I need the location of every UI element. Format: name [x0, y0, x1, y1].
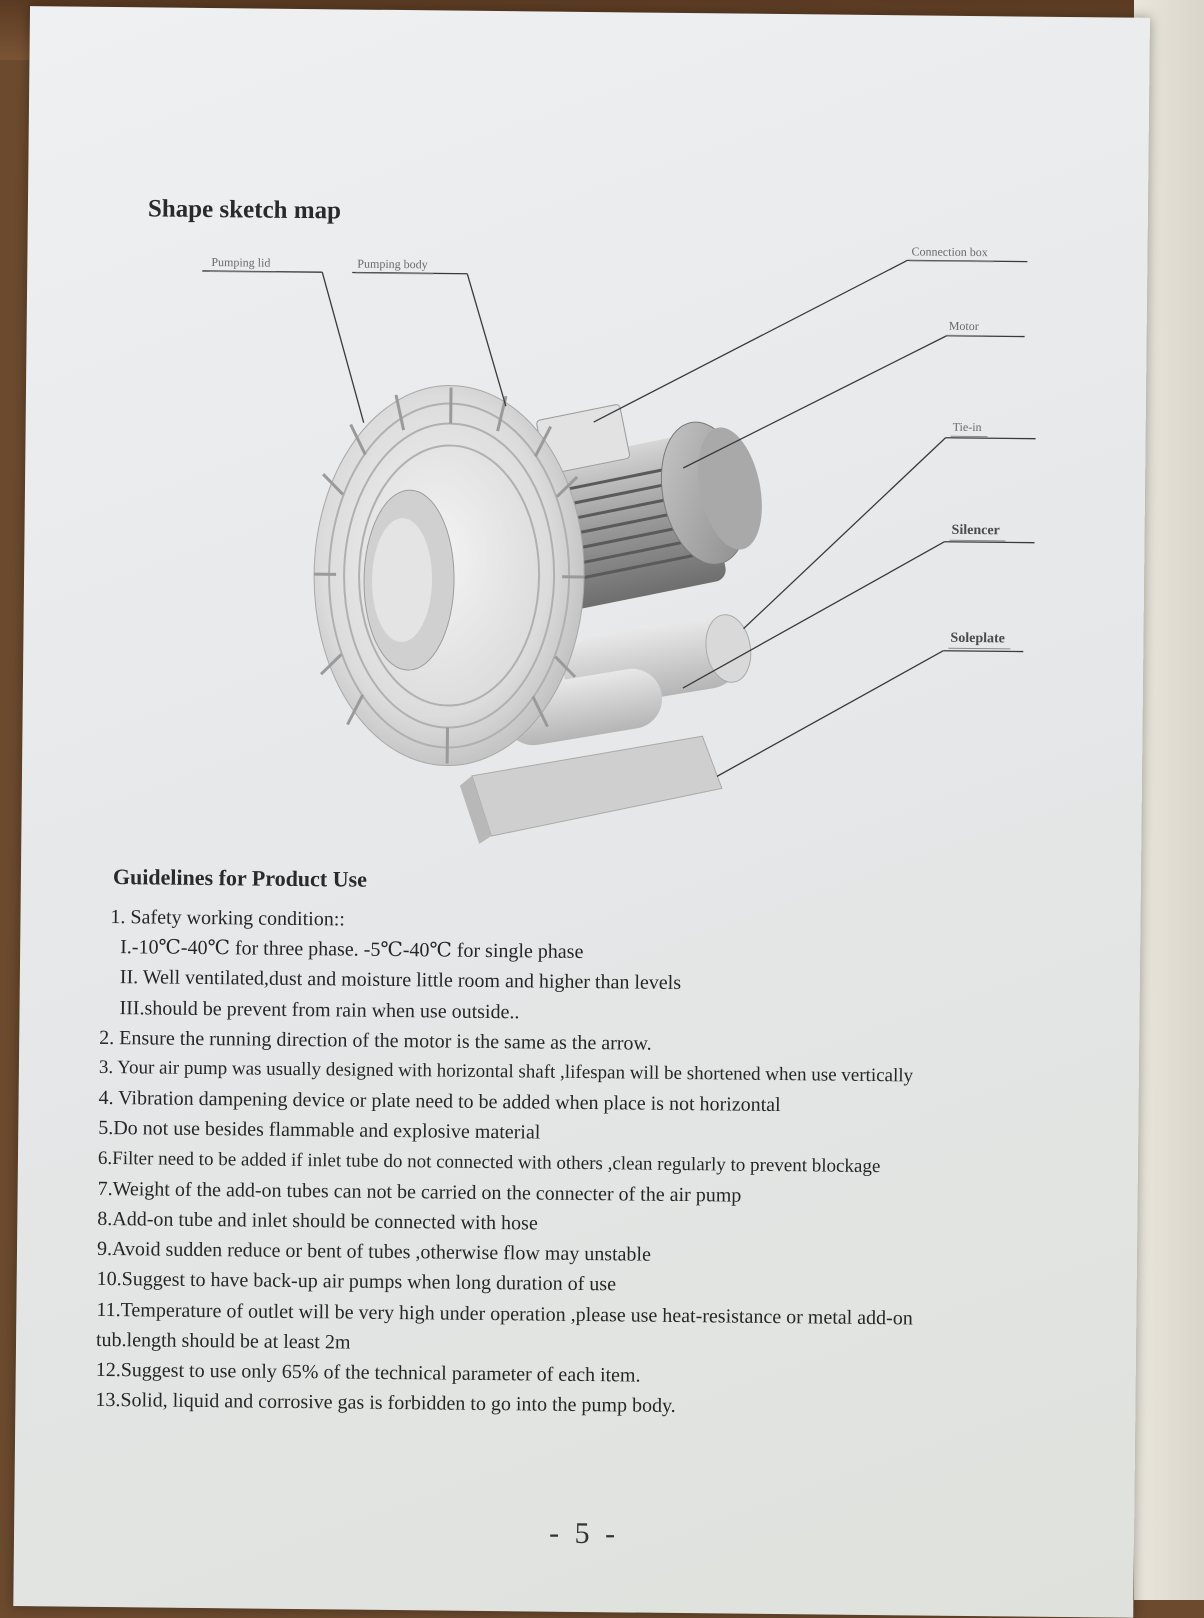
label-pumping-body: Pumping body	[355, 257, 434, 275]
label-pumping-lid: Pumping lid	[209, 255, 276, 273]
list-item: 11.Temperature of outlet will be very high under operation ,please use heat-resistance or metal add-on tub.length should be at least 2m	[96, 1295, 987, 1365]
list-item: 6.Filter need to be added if inlet tube do not connected with others ,clean regularly to prevent blockage	[98, 1144, 1108, 1185]
list-item: III.should be prevent from rain when use outside..	[99, 993, 1109, 1034]
list-item: II. Well ventilated,dust and moisture little room and higher than levels	[100, 962, 1110, 1003]
blower-illustration	[141, 242, 1047, 871]
list-item: 7.Weight of the add-on tubes can not be carried on the connecter of the air pump	[97, 1174, 1107, 1215]
blower-diagram	[141, 242, 1047, 871]
manual-page	[13, 6, 1150, 1618]
list-item: 5.Do not use besides flammable and explosive material	[98, 1113, 1108, 1154]
list-item: 4. Vibration dampening device or plate need to be added when place is not horizontal	[98, 1083, 1108, 1124]
label-tie-in: Tie-in	[951, 420, 988, 437]
label-soleplate: Soleplate	[948, 631, 1011, 650]
list-item: 13.Solid, liquid and corrosive gas is forbidden to go into the pump body.	[95, 1385, 1105, 1426]
label-connection-box: Connection box	[909, 244, 994, 262]
list-item: 1. Safety working condition::	[100, 902, 1110, 943]
sketch-title: Shape sketch map	[148, 195, 341, 225]
list-item: 2. Ensure the running direction of the motor is the same as the arrow.	[99, 1023, 1109, 1064]
list-item: 3. Your air pump was usually designed with horizontal shaft ,lifespan will be shortened when use vertically	[99, 1053, 1109, 1094]
label-motor: Motor	[947, 319, 985, 336]
list-item: I.-10℃-40℃ for three phase. -5℃-40℃ for single phase	[100, 932, 1110, 973]
list-item: 9.Avoid sudden reduce or bent of tubes ,otherwise flow may unstable	[97, 1234, 1107, 1275]
label-silencer: Silencer	[949, 523, 1005, 542]
list-item: 12.Suggest to use only 65% of the technical parameter of each item.	[96, 1355, 1106, 1396]
list-item: 8.Add-on tube and inlet should be connected with hose	[97, 1204, 1107, 1245]
guidelines-title: Guidelines for Product Use	[113, 864, 367, 893]
list-item: 10.Suggest to have back-up air pumps when long duration of use	[97, 1264, 1107, 1305]
guidelines-list	[95, 902, 1110, 1426]
page-number: - 5 -	[549, 1517, 619, 1552]
